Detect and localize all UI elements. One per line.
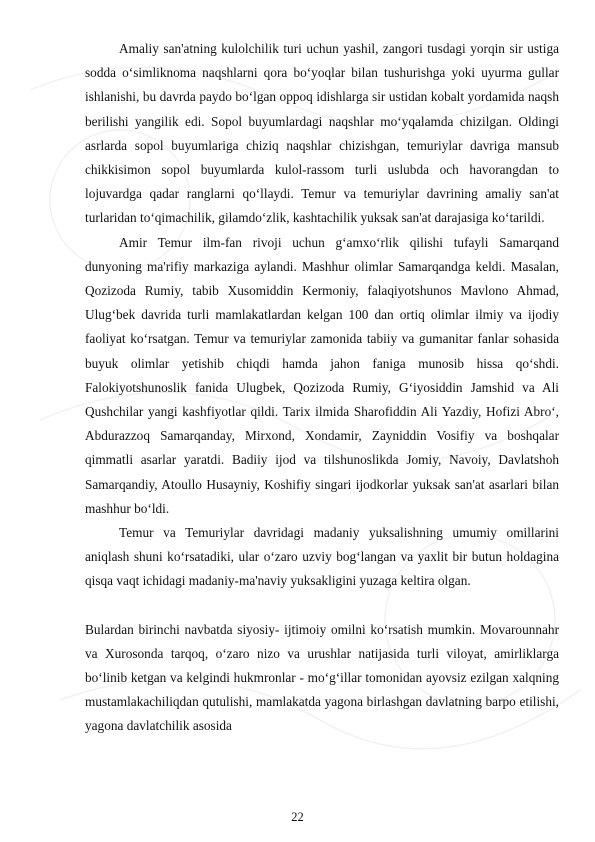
- body-text: [85, 37, 559, 739]
- paragraph-science: Amir Temur ilm-fan rivoji uchun g‘amxo‘rlik qilishi tufayli Samarqand dunyoning ma'rifiy markaziga aylandi. Mashhur olimlar Samarqandga keldi. Masalan, Qozizoda Rumiy, tabib Xusomiddin Kermoniy, falaqiyotshunos Mavlono Ahmad, Ulug‘bek davrida turli mamlakatlardan kelgan 100 dan ortiq olimlar ilmiy va ijodiy faoliyat ko‘rsatgan. Temur va temuriylar zamonida tabiiy va gumanitar fanlar sohasida buyuk olimlar yetishib chiqdi hamda jahon faniga munosib hissa qo‘shdi. Falokiyotshunoslik fanida Ulugbek, Qozizoda Rumiy, G‘iyosiddin Jamshid va Ali Qushchilar yangi kashfiyotlar qildi. Tarix ilmida Sharofiddin Ali Yazdiy, Hofizi Abro‘, Abdurazzoq Samarqanday, Mirxond, Xondamir, Zayniddin Vosifiy va boshqalar qimmatli asarlar yaratdi. Badiiy ijod va tilshunoslikda Jomiy, Navoiy, Davlatshoh Samarqandiy, Atoullo Husayniy, Koshifiy singari ijodkorlar yuksak san'at asarlari bilan mashhur bo‘ldi.: [85, 234, 559, 516]
- paragraph-pottery-art: Amaliy san'atning kulolchilik turi uchun yashil, zangori tusdagi yorqin sir ustiga sodda o‘simliknoma naqshlarni qora bo‘yoqlar bilan tushurishga yoki uyurma gullar ishlanishi, bu davrda paydo bo‘lgan oppoq idishlarga sir ustidan kobalt yordamida naqsh berilishi yangilik edi. Sopol buyumlardagi naqshlar mo‘yqalamda chizilgan. Oldingi asrlarda sopol buyumlariga chiziq naqshlar chizishgan, temuriylar davriga mansub chikkisimon sopol buyumlarda kulol-rassom turli uslubda och havorangdan to lojuvardga qadar ranglarni qo‘llaydi. Temur va temuriylar davrining amaliy san'at turlaridan to‘qimachilik, gilamdo‘zlik, kashtachilik yuksak san'at darajasiga ko‘tarildi.: [85, 41, 559, 226]
- paragraph-spacer: [85, 594, 559, 618]
- paragraph-cultural-factors: Temur va Temuriylar davridagi madaniy yuksalishning umumiy omillarini aniqlash shuni ko‘rsatadiki, ular o‘zaro uzviy bog‘langan va yaxlit bir butun holdagina qisqa vaqt ichidagi madaniy-ma'naviy yuksakligini yuzaga keltira olgan.: [85, 525, 559, 589]
- page-number: 22: [291, 810, 304, 824]
- paragraph-political-factor: Bulardan birinchi navbatda siyosiy- ijtimoiy omilni ko‘rsatish mumkin. Movarounnahr va Xurosonda tarqoq, o‘zaro nizo va urushlar natijasida turli viloyat, amirliklarga bo‘linib ketgan va kelgindi hukmronlar - mo‘g‘illar tomonidan ayovsiz ezilgan xalqning mustamlakachiliqdan qutulishi, mamlakatda yagona birlashgan davlatning barpo etilishi, yagona davlatchilik asosida: [85, 621, 559, 734]
